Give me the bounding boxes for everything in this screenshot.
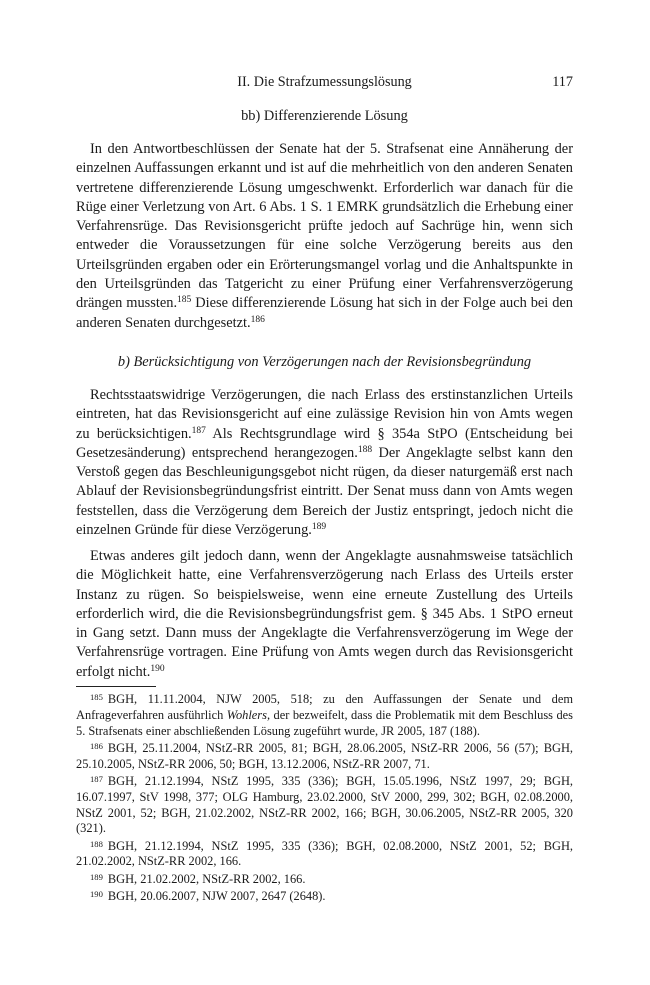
running-title: II. Die Strafzumessungslösung: [237, 74, 412, 90]
footnote-number: 186: [90, 740, 103, 751]
footnote-number: 188: [90, 838, 103, 849]
footnote-text: BGH, 11.11.2004, NJW 2005, 518; zu den Auffassungen der Senate und dem Anfrageverfahren ausführlich: [76, 692, 573, 722]
section-heading: b) Berücksichtigung von Verzögerungen nach der Revisionsbegründung: [117, 354, 532, 370]
text-run: In den Antwortbeschlüssen der Senate hat der 5. Strafsenat eine Annäherung der einzelnen Auffassungen erkannt und ist auf die mehrheitlich von den anderen Senaten vertretene differenzierende Lösung umgeschwenkt. Erforderlich war danach für die Rüge einer Verletzung von Art. 6 Abs. 1 S. 1 EMRK grundsätzlich die Erhebung einer Verfahrensrüge. Das Revisionsgericht prüfte jedoch auf Sachrüge hin, wenn sich entweder die Voraussetzungen für eine solche Verzögerung bereits aus den Urteilsgründen ergaben oder ein Erörterungsmangel vorlag und die Anhaltspunkte in den Urteilsgründen das Tatgericht zu einer Prüfung einer Verfahrensverzögerung drängen mussten.: [76, 141, 573, 312]
footnote-ref: 188: [357, 444, 373, 455]
footnote-text: BGH, 21.12.1994, NStZ 1995, 335 (336); BGH, 02.08.2000, NStZ 2001, 52; BGH, 21.02.2002, NStZ-RR 2002, 166.: [76, 838, 573, 869]
subsection-heading: bb) Differenzierende Lösung: [241, 108, 408, 124]
footnote-text: BGH, 21.02.2002, NStZ-RR 2002, 166.: [107, 871, 306, 886]
running-head: [76, 74, 573, 94]
footnote-number: 187: [90, 773, 103, 784]
footnote: [76, 839, 573, 871]
author-name: Wohlers,: [226, 707, 271, 722]
footnote-number: 190: [90, 889, 103, 900]
footnote-ref: 187: [191, 425, 206, 436]
paragraph-text: [76, 547, 573, 682]
paragraph-text: [76, 386, 573, 540]
footnote-separator: [76, 686, 156, 687]
footnote-ref: 186: [250, 314, 265, 325]
text-run: Als Rechtsgrundlage wird § 354a StPO (Entscheidung bei Gesetzesänderung) entsprechend herangezogen.: [76, 425, 574, 461]
text-run: Diese differenzierende Lösung hat sich in der Folge auch bei den anderen Senaten durchgesetzt.: [76, 295, 574, 331]
footnote-number: 185: [90, 692, 103, 702]
paragraph-differenzierende-loesung: [76, 140, 573, 333]
paragraph-ausnahme: [76, 547, 573, 682]
footnotes: [76, 692, 573, 906]
footnote-text: der bezweifelt, dass die Problematik mit dem Beschluss des 5. Strafsenats einer abschließenden Lösung zugeführt wurde, JR 2005, 187 (188).: [76, 707, 573, 738]
page-number: 117: [552, 74, 573, 90]
footnote-text: BGH, 25.11.2004, NStZ-RR 2005, 81; BGH, 28.06.2005, NStZ-RR 2006, 56 (57); BGH, 25.10.2005, NStZ-RR 2006, 50; BGH, 13.12.2006, NStZ-RR 2007, 71.: [76, 740, 573, 771]
footnote-ref: 189: [311, 522, 327, 533]
footnote-text: BGH, 21.12.1994, NStZ 1995, 335 (336); BGH, 15.05.1996, NStZ 1997, 29; BGH, 16.07.1997, StV 1998, 377; OLG Hamburg, 23.02.2000, StV 2000, 299, 302; BGH, 02.08.2000, NStZ 2001, 52; BGH, 21.02.2002, NStZ-RR 2002, 166; BGH, 30.06.2005, NStZ-RR 2005, 320 (321).: [76, 773, 573, 836]
footnote-text: BGH, 20.06.2007, NJW 2007, 2647 (2648).: [107, 889, 326, 904]
footnote-ref: 185: [177, 295, 192, 306]
footnote: [76, 692, 573, 739]
footnote: [76, 889, 573, 905]
footnote: [76, 872, 573, 888]
footnote: [76, 774, 573, 837]
paragraph-text: [76, 140, 573, 333]
paragraph-verzoegerungen: [76, 386, 573, 540]
text-run: Etwas anderes gilt jedoch dann, wenn der Angeklagte ausnahmsweise tatsächlich die Möglichkeit hatte, eine Verfahrensverzögerung nach Erlass des Urteils erster Instanz zu rügen. So beispielsweise, wenn eine erneute Zustellung des Urteils erforderlich wird, die die Revisionsbegründungsfrist gem. § 345 Abs. 1 StPO erneut in Gang setzt. Dann muss der Angeklagte die Verfahrensverzögerung im Wege der Verfahrensrüge vortragen. Eine Prüfung von Amts wegen durch das Revisionsgericht erfolgt nicht.: [76, 548, 573, 680]
text-run: Der Angeklagte selbst kann den Verstoß gegen das Beschleunigungsgebot nicht rügen, da dieser naturgemäß erst nach Ablauf der Revisionsbegründungsfrist eintritt. Der Senat muss dann von Amts wegen feststellen, dass die Verzögerung dem Bereich der Justiz entspringt, jedoch nicht die einzelnen Gründe für diese Verzögerung.: [76, 444, 573, 539]
footnote-number: 189: [90, 871, 103, 882]
footnote-ref: 190: [150, 663, 165, 674]
footnote: [76, 741, 573, 773]
text-run: Rechtsstaatswidrige Verzögerungen, die nach Erlass des erstinstanzlichen Urteils eintreten, hat das Revisionsgericht auf eine zulässige Revision hin von Amts wegen zu berücksichtigen.: [76, 387, 573, 442]
